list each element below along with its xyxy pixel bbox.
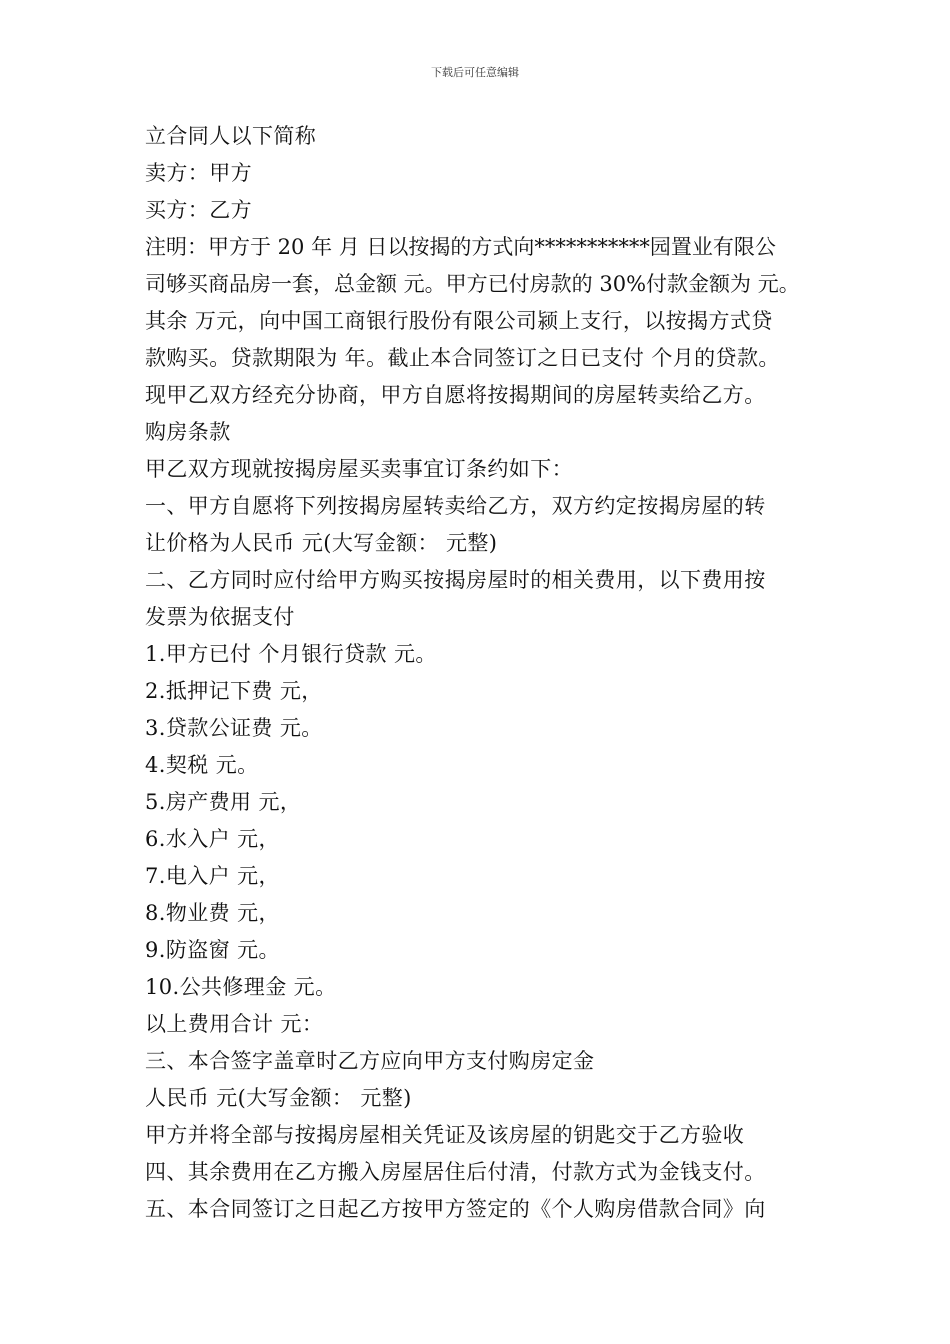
fee-item-1: 1.甲方已付 个月银行贷款 元。: [145, 642, 437, 666]
fee-item-3: 3.贷款公证费 元。: [145, 716, 323, 740]
fee-item-6: 6.水入户 元，: [145, 827, 280, 851]
clause-5-line: 五、本合同签订之日起乙方按甲方签定的《个人购房借款合同》向: [145, 1197, 766, 1221]
fee-item-9: 9.防盗窗 元。: [145, 938, 280, 962]
note-line-4: 款购买。贷款期限为 年。截止本合同签订之日已支付 个月的贷款。: [145, 346, 780, 370]
buyer-line: 买方：乙方: [145, 198, 252, 222]
clause-3-line-3: 甲方并将全部与按揭房屋相关凭证及该房屋的钥匙交于乙方验收: [145, 1123, 745, 1147]
seller-line: 卖方：甲方: [145, 161, 252, 185]
clause-1-line-2: 让价格为人民币 元(大写金额： 元整): [145, 531, 498, 555]
fee-item-10: 10.公共修理金 元。: [145, 975, 337, 999]
clause-4-line: 四、其余费用在乙方搬入房屋居住后付清，付款方式为金钱支付。: [145, 1160, 766, 1184]
document-body: [145, 118, 817, 1228]
note-line-2: 司够买商品房一套，总金额 元。甲方已付房款的 30%付款金额为 元。: [145, 272, 800, 296]
clause-2-line-2: 发票为依据支付: [145, 605, 295, 629]
party-intro-line: 立合同人以下简称: [145, 124, 317, 148]
terms-intro-line: 甲乙双方现就按揭房屋买卖事宜订条约如下：: [145, 457, 573, 481]
clause-3-line-2: 人民币 元(大写金额： 元整): [145, 1086, 412, 1110]
note-line-3: 其余 万元，向中国工商银行股份有限公司颍上支行，以按揭方式贷: [145, 309, 773, 333]
fee-item-2: 2.抵押记下费 元，: [145, 679, 323, 703]
note-line-5: 现甲乙双方经充分协商，甲方自愿将按揭期间的房屋转卖给乙方。: [145, 383, 766, 407]
fee-item-4: 4.契税 元。: [145, 753, 259, 777]
fee-item-8: 8.物业费 元，: [145, 901, 280, 925]
note-line-1: 注明：甲方于 20 年 月 日以按揭的方式向***********园置业有限公: [145, 235, 776, 259]
clause-2-line-1: 二、乙方同时应付给甲方购买按揭房屋时的相关费用，以下费用按: [145, 568, 766, 592]
fee-item-7: 7.电入户 元，: [145, 864, 280, 888]
clause-1-line-1: 一、甲方自愿将下列按揭房屋转卖给乙方，双方约定按揭房屋的转: [145, 494, 766, 518]
section-heading: 购房条款: [145, 420, 231, 444]
clause-3-line-1: 三、本合签字盖章时乙方应向甲方支付购房定金: [145, 1049, 595, 1073]
fee-item-5: 5.房产费用 元，: [145, 790, 302, 814]
fee-total-line: 以上费用合计 元：: [145, 1012, 324, 1036]
page-header: 下载后可任意编辑: [431, 66, 519, 79]
